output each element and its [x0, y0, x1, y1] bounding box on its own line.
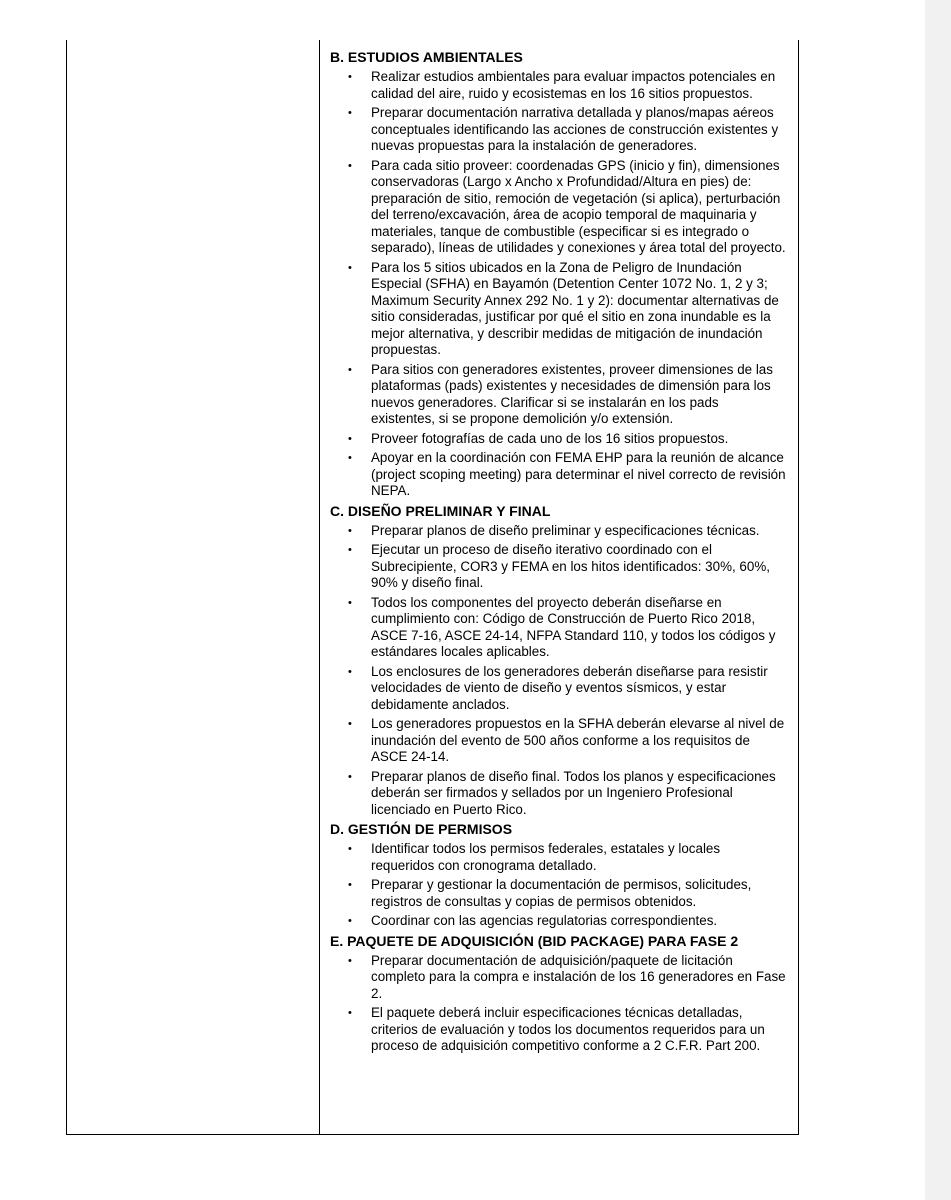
bullet-icon: •: [348, 452, 352, 464]
list-item-text: Ejecutar un proceso de diseño iterativo coordinado con el Subrecipiente, COR3 y FEMA en los hitos identificados: 30%, 60%, 90% y diseño final.: [371, 542, 770, 590]
section-title: B. ESTUDIOS AMBIENTALES: [330, 49, 523, 65]
bullet-list: [330, 69, 786, 500]
bullet-icon: •: [348, 524, 352, 537]
bullet-icon: •: [348, 107, 352, 119]
section-title: C. DISEÑO PRELIMINAR Y FINAL: [330, 502, 551, 519]
section-title: E. PAQUETE DE ADQUISICIÓN (BID PACKAGE) PARA FASE 2: [330, 932, 739, 949]
list-item-text: Los enclosures de los generadores deberán diseñarse para resistir velocidades de viento de diseño y eventos sísmicos, y estar debidamente anclados.: [371, 663, 768, 712]
scope-table: [66, 40, 799, 1135]
list-item-text: Preparar documentación de adquisición/paquete de licitación completo para la compra e instalación de los 16 generadores en Fase 2.: [371, 952, 786, 1001]
list-item-text: Preparar planos de diseño final. Todos los planos y especificaciones deberán ser firmados y sellados por un Ingeniero Profesional licenciado en Puerto Rico.: [371, 768, 776, 817]
bullet-icon: •: [348, 363, 352, 376]
bullet-icon: •: [348, 1007, 352, 1019]
bullet-icon: •: [348, 261, 352, 274]
list-item-text: Preparar documentación narrativa detallada y planos/mapas aéreos conceptuales identificando las acciones de construcción existentes y nuevas propuestas para la instalación de generadores.: [371, 105, 779, 153]
section-title: D. GESTIÓN DE PERMISOS: [330, 821, 513, 837]
list-item-text: Para sitios con generadores existentes, proveer dimensiones de las plataformas (pads) existentes y necesidades de dimensión para los nuevos generadores. Clarificar si se instalarán en los pads existentes, si se propone demolición y/o extensión.: [371, 361, 773, 426]
list-item: [330, 362, 786, 428]
section-gestion-permisos: [330, 821, 786, 930]
bullet-icon: •: [348, 596, 352, 609]
list-item-text: Apoyar en la coordinación con FEMA EHP para la reunión de alcance (project scoping meeting) para determinar el nivel correcto de revisión NEPA.: [371, 450, 786, 498]
bullet-icon: •: [348, 879, 352, 891]
bullet-icon: •: [348, 71, 352, 83]
list-item: [330, 542, 786, 592]
list-item-text: Coordinar con las agencias regulatorias correspondientes.: [371, 913, 718, 928]
list-item: [330, 953, 786, 1003]
list-item-text: Para los 5 sitios ubicados en la Zona de Peligro de Inundación Especial (SFHA) en Bayamón (Detention Center 1072 No. 1, 2 y 3; Maximum Security Annex 292 No. 1 y 2): documentar alternativas de sitio consideradas, justificar por qué el sitio en zona inundable es la mejor alternativa, y describir medidas de mitigación de inundación propuestas.: [371, 259, 779, 357]
list-item: [330, 769, 786, 819]
list-item-text: Preparar y gestionar la documentación de permisos, solicitudes, registros de consultas y copias de permisos obtenidos.: [371, 877, 752, 909]
bullet-icon: •: [348, 718, 352, 730]
table-right-column: [320, 40, 798, 1134]
list-item-text: Para cada sitio proveer: coordenadas GPS (inicio y fin), dimensiones conservadoras (Largo x Ancho x Profundidad/Altura en pies) de: preparación de sitio, remoción de vegetación (si aplica), perturbación del terreno/excavación, área de acopio temporal de maquinaria y materiales, tanque de combustible (especificar si es integrado o separado), líneas de utilidades y conexiones y área total del proyecto.: [371, 157, 786, 255]
bullet-icon: •: [348, 954, 352, 967]
bullet-list: [330, 841, 786, 930]
bullet-icon: •: [348, 915, 352, 927]
bullet-icon: •: [348, 665, 352, 678]
section-estudios-ambientales: [330, 49, 786, 500]
list-item-text: Realizar estudios ambientales para evaluar impactos potenciales en calidad del aire, ruido y ecosistemas en los 16 sitios propuestos.: [371, 69, 776, 101]
list-item-text: Los generadores propuestos en la SFHA deberán elevarse al nivel de inundación del evento de 500 años conforme a los requisitos de ASCE 24-14.: [371, 716, 785, 764]
list-item: [330, 664, 786, 714]
list-item-text: Proveer fotografías de cada uno de los 16 sitios propuestos.: [371, 430, 729, 446]
bullet-icon: •: [348, 432, 352, 445]
list-item-text: Todos los componentes del proyecto deberán diseñarse en cumplimiento con: Código de Construcción de Puerto Rico 2018, ASCE 7-16, ASCE 24-14, NFPA Standard 110, y todos los códigos y estándares locales aplicables.: [371, 594, 776, 659]
list-item: [330, 431, 786, 448]
list-item: [330, 877, 786, 910]
table-left-column: [67, 40, 320, 1134]
section-paquete-adquisicion: [330, 933, 786, 1055]
list-item: [330, 450, 786, 500]
bullet-icon: •: [348, 843, 352, 855]
list-item-text: Preparar planos de diseño preliminar y especificaciones técnicas.: [371, 522, 760, 538]
list-item-text: Identificar todos los permisos federales, estatales y locales requeridos con cronograma detallado.: [371, 841, 721, 873]
bullet-list: [330, 523, 786, 819]
bullet-icon: •: [348, 159, 352, 172]
list-item-text: El paquete deberá incluir especificaciones técnicas detalladas, criterios de evaluación y todos los documentos requeridos para un proceso de adquisición competitivo conforme a 2 C.F.R. Part 200.: [371, 1005, 765, 1053]
list-item: [330, 913, 786, 930]
bullet-icon: •: [348, 544, 352, 556]
list-item: [330, 1005, 786, 1055]
list-item: [330, 105, 786, 155]
list-item: [330, 523, 786, 540]
list-item: [330, 595, 786, 661]
list-item: [330, 716, 786, 766]
section-diseno-preliminar-final: [330, 503, 786, 819]
bullet-icon: •: [348, 770, 352, 783]
list-item: [330, 158, 786, 257]
list-item: [330, 69, 786, 102]
bullet-list: [330, 953, 786, 1055]
list-item: [330, 260, 786, 359]
list-item: [330, 841, 786, 874]
